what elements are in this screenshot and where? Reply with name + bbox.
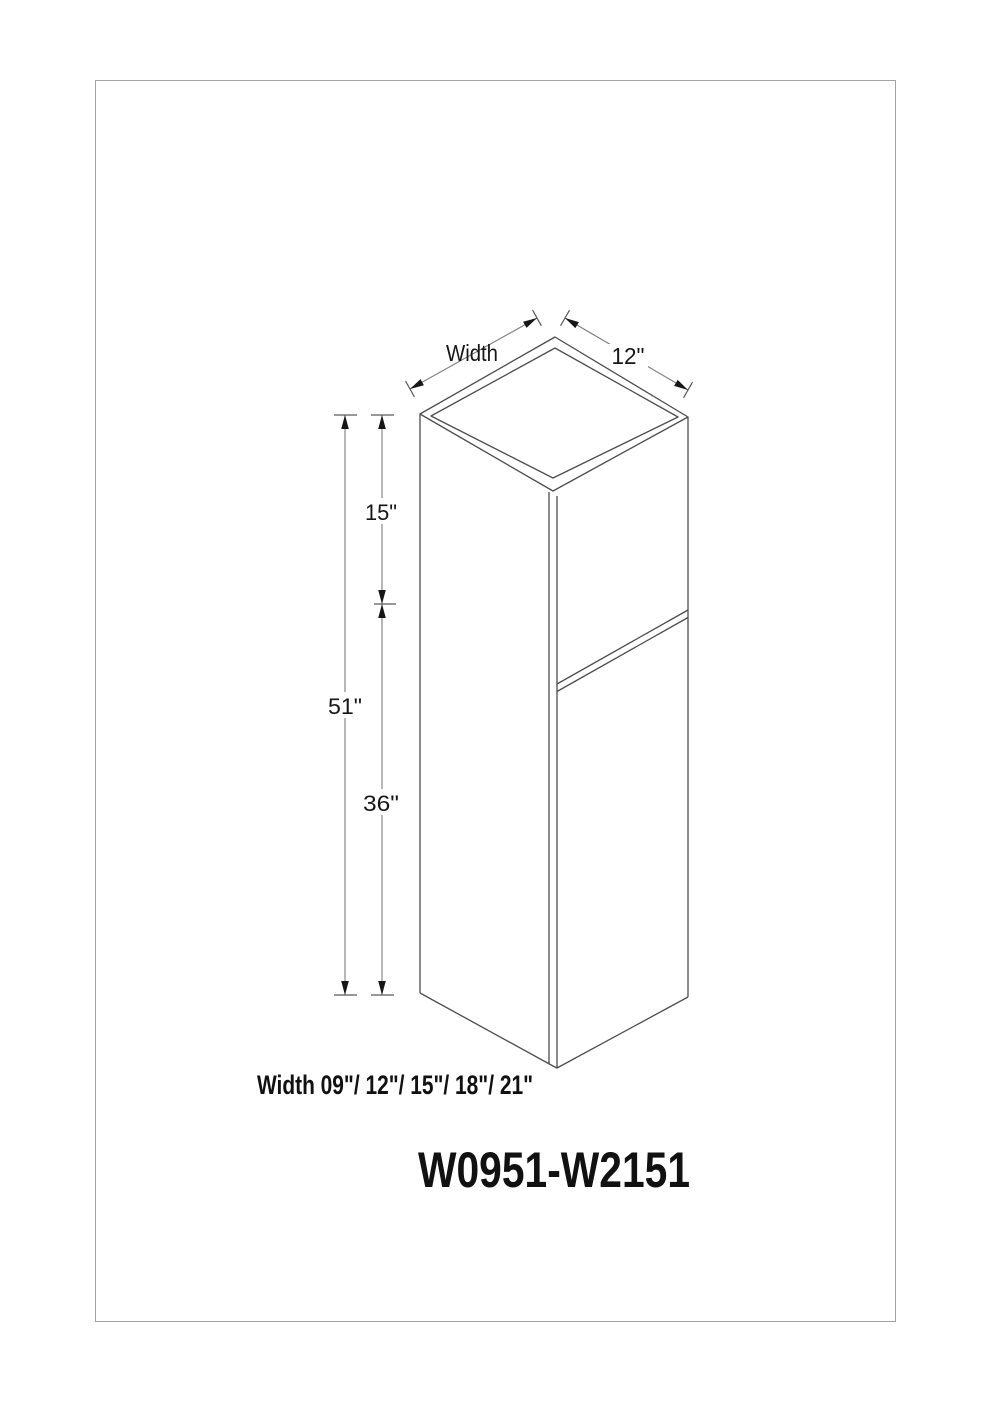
- width-label: Width: [446, 340, 498, 366]
- overall-height-label: 51": [328, 694, 362, 719]
- cabinet-outline: [420, 337, 688, 1068]
- cabinet-bottom-edges: [420, 993, 688, 1068]
- lower-door-dimension: [361, 604, 401, 995]
- depth-label: 12": [611, 343, 645, 369]
- depth-arrowhead-right: [674, 380, 688, 390]
- height15-arrowhead-bottom: [378, 590, 386, 604]
- depth-dimension: [561, 310, 693, 398]
- door-split-line-upper: [557, 610, 688, 684]
- door-split-line-lower: [557, 618, 688, 692]
- height51-arrowhead-bottom: [341, 981, 349, 995]
- depth-arrowhead-left: [565, 318, 579, 328]
- overall-height-dimension: [326, 415, 364, 995]
- width-options-label: Width 09"/ 12"/ 15"/ 18"/ 21": [257, 1070, 533, 1100]
- page-border: [96, 81, 896, 1322]
- width-arrowhead-left: [410, 379, 424, 389]
- height36-arrowhead-bottom: [378, 981, 386, 995]
- upper-door-height-label: 15": [365, 500, 397, 525]
- height51-arrowhead-top: [341, 415, 349, 429]
- width-arrowhead-right: [523, 318, 537, 328]
- height15-arrowhead-top: [378, 415, 386, 429]
- height36-arrowhead-top: [378, 604, 386, 618]
- lower-door-height-label: 36": [363, 791, 399, 816]
- model-number-label: W0951-W2151: [418, 1142, 690, 1198]
- upper-door-dimension: [362, 415, 400, 604]
